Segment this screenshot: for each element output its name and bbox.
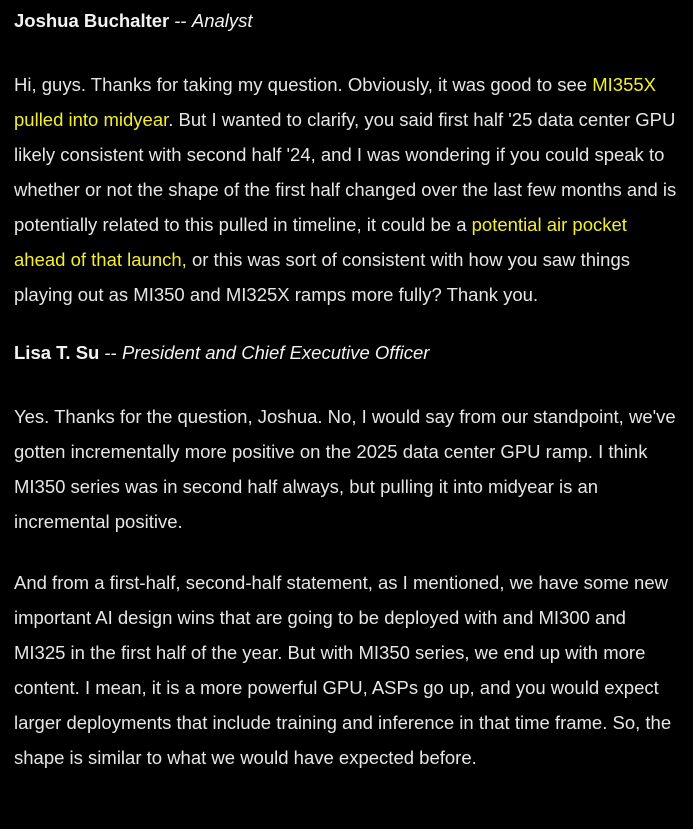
- answer-paragraph-1: Yes. Thanks for the question, Joshua. No, I would say from our standpoint, we've gotten incrementally more positive on the 2025 data center GPU ramp. I think MI350 series was in second half always, but pulling it into midyear is an incremental positive.: [14, 406, 676, 532]
- speaker-name: Lisa T. Su: [14, 342, 100, 363]
- highlighted-phrase-air-pocket: potential air pocket ahead of that launch,: [14, 214, 627, 270]
- question-text-part-3: or this was sort of consistent with how you saw things playing out as MI350 and MI325X ramps more fully? Thank you.: [14, 249, 630, 305]
- speaker-role: President and Chief Executive Officer: [121, 342, 430, 363]
- speaker-separator: --: [99, 342, 122, 363]
- answer-paragraph-2: And from a first-half, second-half statement, as I mentioned, we have some new important AI design wins that are going to be deployed with and MI300 and MI325 in the first half of the year. But with MI350 series, we end up with more content. I mean, it is a more powerful GPU, ASPs go up, and you would expect larger deployments that include training and inference in that time frame. So, the shape is similar to what we would have expected before.: [14, 572, 672, 768]
- question-text-part-2: . But I wanted to clarify, you said first half '25 data center GPU likely consistent with second half '24, and I was wondering if you could speak to whether or not the shape of the first half changed over the last few months and is potentially related to this pulled in timeline, it could be a: [14, 109, 677, 235]
- speaker-separator: --: [169, 10, 192, 31]
- speaker-line-ceo: [14, 338, 679, 368]
- question-text-part-1: Hi, guys. Thanks for taking my question. Obviously, it was good to see: [14, 74, 593, 95]
- speaker-line-analyst: [14, 6, 679, 36]
- question-paragraph: [14, 67, 679, 312]
- speaker-name: Joshua Buchalter: [14, 10, 170, 31]
- highlighted-phrase-midyear: MI355X pulled into midyear: [14, 74, 656, 130]
- speaker-role: Analyst: [191, 10, 253, 31]
